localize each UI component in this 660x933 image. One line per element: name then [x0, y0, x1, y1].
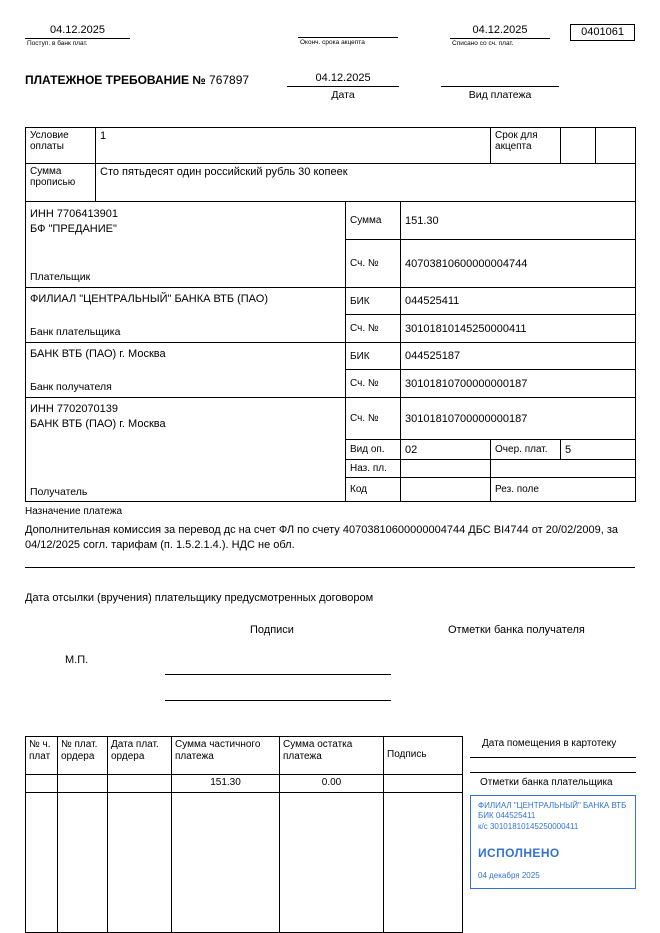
operation-kind-label: Вид оп.	[346, 440, 401, 460]
signatures-label: Подписи	[250, 623, 294, 636]
stamp-status: ИСПОЛНЕНО	[478, 846, 560, 861]
document-date-block	[287, 72, 399, 101]
document-title	[25, 72, 249, 87]
document-date-label: Дата	[331, 89, 355, 101]
col-header-rest-sum: Сумма остатка платежа	[280, 736, 384, 774]
payee-bank-marks-label: Отметки банка получателя	[448, 623, 585, 636]
amount-words-value: Сто пятьдесят один российский рубль 30 копеек	[96, 164, 636, 202]
col-header-signature: Подпись	[384, 736, 463, 774]
order-date-cell	[108, 774, 172, 792]
payer-bank-bik-label: БИК	[346, 288, 401, 315]
payer-bank-account-value: 30101810145250000411	[401, 315, 636, 343]
bottom-section	[25, 736, 635, 933]
empty-cell-5	[280, 792, 384, 932]
operation-kind-value: 02	[401, 440, 491, 460]
acceptance-deadline-block	[298, 37, 398, 46]
signature-line-1	[165, 674, 391, 675]
col-header-partial-sum: Сумма частичного платежа	[172, 736, 280, 774]
debited-date: 04.12.2025	[450, 24, 550, 39]
payer-bank-bik-value: 044525411	[401, 288, 636, 315]
payer-label: Плательщик	[30, 270, 91, 283]
payee-bank-label: Банк получателя	[30, 381, 112, 393]
payment-purpose-code-value	[401, 460, 491, 478]
payee-bank-bik-value: 044525187	[401, 343, 636, 370]
payee-bank-bik-label: БИК	[346, 343, 401, 370]
payee-bank-account-label: Сч. №	[346, 370, 401, 398]
payer-inn: ИНН 7706413901	[30, 207, 119, 220]
payer-account-value: 40703810600000004744	[401, 240, 636, 288]
stamp-bank-name: ФИЛИАЛ "ЦЕНТРАЛЬНЫЙ" БАНКА ВТБ	[478, 800, 627, 810]
stamp-place-label: М.П.	[65, 653, 89, 666]
payment-condition-label: Условие оплаты	[26, 128, 96, 164]
rest-sum-cell: 0.00	[280, 774, 384, 792]
document-number: 767897	[209, 73, 250, 87]
empty-cell-3	[108, 792, 172, 932]
received-date-label: Поступ. в банк плат.	[27, 40, 88, 47]
code-value	[401, 478, 491, 502]
partial-number-cell	[26, 774, 58, 792]
stamp-corr-account: к/с 30101810145250000411	[478, 822, 579, 832]
acceptance-term-label: Срок для акцепта	[491, 128, 561, 164]
payee-block	[26, 398, 346, 502]
stamp-date: 04 декабря 2025	[478, 871, 540, 881]
payer-block	[26, 202, 346, 288]
payer-bank-label: Банк плательщика	[30, 326, 121, 338]
payee-bank-name: БАНК ВТБ (ПАО) г. Москва	[30, 348, 166, 360]
empty-cell-2	[58, 792, 108, 932]
col-header-order-date: Дата плат. ордера	[108, 736, 172, 774]
signature-cell	[384, 774, 463, 792]
document-title-text: ПЛАТЕЖНОЕ ТРЕБОВАНИЕ №	[25, 73, 206, 87]
received-date: 04.12.2025	[25, 24, 130, 39]
payment-purpose-code-extra	[491, 460, 636, 478]
payee-name: БАНК ВТБ (ПАО) г. Москва	[30, 417, 166, 430]
debited-date-label: Списано со сч. плат.	[452, 40, 514, 47]
title-row	[25, 72, 635, 101]
amount-words-label: Сумма прописью	[26, 164, 96, 202]
acceptance-term-cell-1	[561, 128, 596, 164]
payment-kind-value	[441, 72, 559, 87]
payment-queue-label: Очер. плат.	[491, 440, 561, 460]
empty-cell-4	[172, 792, 280, 932]
received-date-block	[25, 24, 130, 47]
payer-account-label: Сч. №	[346, 240, 401, 288]
card-file-column	[470, 736, 636, 889]
purpose-underline	[25, 567, 635, 568]
sum-label: Сумма	[346, 202, 401, 240]
payment-purpose-code-label: Наз. пл.	[346, 460, 401, 478]
payee-account-label: Сч. №	[346, 398, 401, 440]
signature-line-2	[165, 700, 391, 701]
payee-account-value: 30101810700000000187	[401, 398, 636, 440]
order-number-cell	[58, 774, 108, 792]
col-header-partial-number: № ч. плат	[26, 736, 58, 774]
col-header-order-number: № плат. ордера	[58, 736, 108, 774]
signatures-section	[25, 624, 635, 724]
payer-bank-account-label: Сч. №	[346, 315, 401, 343]
payment-kind-block	[441, 72, 559, 101]
reserve-field-label: Рез. поле	[491, 478, 636, 502]
purpose-label: Назначение платежа	[25, 506, 123, 517]
bank-execution-stamp	[470, 795, 636, 889]
payee-label: Получатель	[30, 485, 88, 498]
partial-payments-table	[25, 736, 463, 933]
form-code-box: 0401061	[570, 24, 635, 41]
purpose-text: Дополнительная комиссия за перевод дс на счет ФЛ по счету 40703810600000004744 ДБС BI4744 от 20/02/2009, за 04/12/2025 согл. тарифам (п. 1.5.2.1.4.). НДС не обл.	[25, 524, 619, 551]
acceptance-term-cell-2	[596, 128, 636, 164]
requisites-table	[25, 127, 636, 502]
payer-name: БФ "ПРЕДАНИЕ"	[30, 222, 117, 235]
card-file-date-label: Дата помещения в картотеку	[470, 736, 636, 758]
sum-value: 151.30	[401, 202, 636, 240]
payment-condition-value: 1	[96, 128, 491, 164]
empty-cell-1	[26, 792, 58, 932]
code-label: Код	[346, 478, 401, 502]
top-strip	[25, 24, 635, 47]
partial-sum-cell: 151.30	[172, 774, 280, 792]
payer-bank-marks-label: Отметки банка плательщика	[480, 776, 613, 788]
payment-kind-label: Вид платежа	[468, 89, 532, 101]
document-date: 04.12.2025	[287, 72, 399, 87]
payment-queue-value: 5	[561, 440, 636, 460]
acceptance-deadline-label: Оконч. срока акцепта	[300, 39, 365, 46]
empty-cell-6	[384, 792, 463, 932]
payee-inn: ИНН 7702070139	[30, 402, 119, 415]
stamp-bik: БИК 044525411	[478, 811, 536, 821]
payee-bank-block	[26, 343, 346, 398]
payer-bank-block	[26, 288, 346, 343]
debited-date-block	[450, 24, 550, 47]
payee-bank-account-value: 30101810700000000187	[401, 370, 636, 398]
delivery-note: Дата отсылки (вручения) плательщику предусмотренных договором	[25, 591, 374, 604]
payer-bank-name: ФИЛИАЛ "ЦЕНТРАЛЬНЫЙ" БАНКА ВТБ (ПАО)	[30, 293, 268, 305]
